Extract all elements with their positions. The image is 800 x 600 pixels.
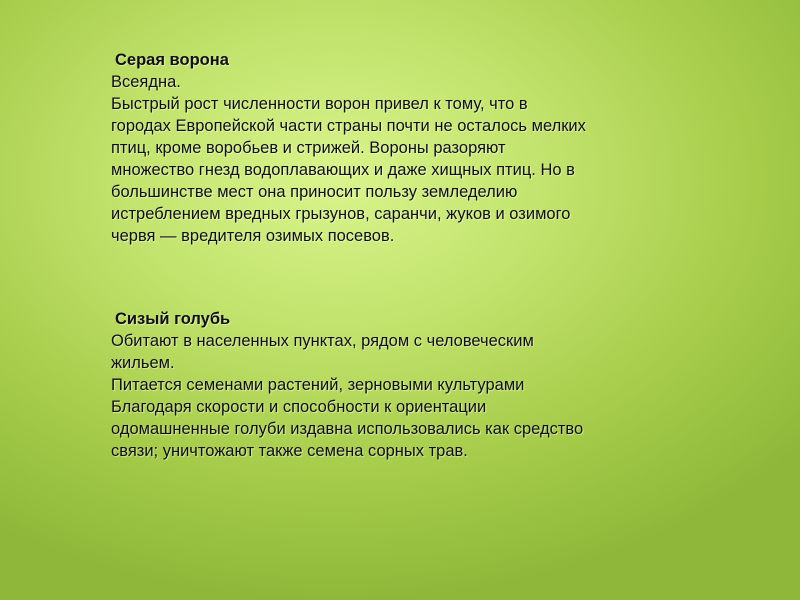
pigeon-text-line: Обитают в населенных пунктах, рядом с человеческим: [111, 332, 534, 350]
crow-text-line: Всеядна.: [111, 73, 181, 91]
crow-text-line: большинстве мест она приносит пользу земледелию: [111, 183, 518, 201]
crow-text-line: Быстрый рост численности ворон привел к тому, что в: [111, 95, 528, 113]
pigeon-title: Сизый голубь: [115, 310, 231, 328]
crow-section: [111, 49, 651, 247]
crow-text-line: городах Европейской части страны почти не осталось мелких: [111, 117, 586, 135]
pigeon-text-line: Благодаря скорости и способности к ориентации: [111, 398, 487, 416]
pigeon-section: [111, 308, 651, 462]
pigeon-text-line: одомашненные голуби издавна использовались как средство: [111, 420, 584, 438]
pigeon-text-line: связи; уничтожают также семена сорных трав.: [111, 442, 468, 460]
crow-text-line: червя — вредителя озимых посевов.: [111, 227, 395, 245]
crow-text-line: множество гнезд водоплавающих и даже хищных птиц. Но в: [111, 161, 575, 179]
crow-text-line: птиц, кроме воробьев и стрижей. Вороны разоряют: [111, 139, 506, 157]
pigeon-text-line: Питается семенами растений, зерновыми культурами: [111, 376, 525, 394]
crow-title: Серая ворона: [115, 51, 229, 69]
crow-text-line: истреблением вредных грызунов, саранчи, жуков и озимого: [111, 205, 571, 223]
pigeon-text-line: жильем.: [111, 354, 175, 372]
